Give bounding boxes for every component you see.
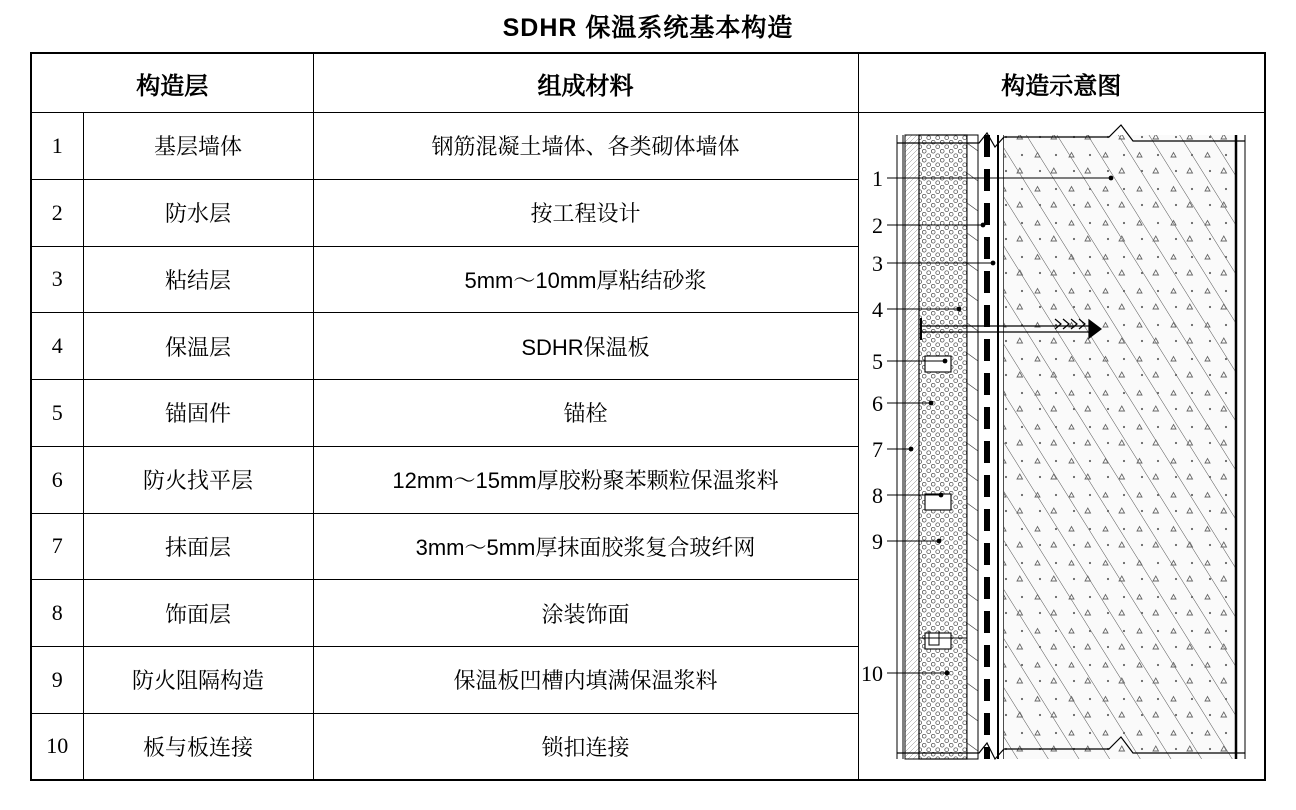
row-number: 5 <box>31 380 83 447</box>
page-title: SDHR 保温系统基本构造 <box>502 14 794 42</box>
row-number: 2 <box>31 179 83 246</box>
table-header-row <box>31 53 1265 113</box>
row-layer-name: 板与板连接 <box>83 713 313 780</box>
structure-table <box>30 52 1266 781</box>
row-layer-name: 饰面层 <box>83 580 313 647</box>
svg-text:3: 3 <box>871 251 883 276</box>
row-number: 10 <box>31 713 83 780</box>
svg-text:8: 8 <box>871 483 883 508</box>
row-number: 1 <box>31 113 83 180</box>
row-material: 锁扣连接 <box>313 713 858 780</box>
row-layer-name: 基层墙体 <box>83 113 313 180</box>
row-material: 按工程设计 <box>313 179 858 246</box>
row-material: 5mm～10mm厚粘结砂浆 <box>313 246 858 313</box>
svg-text:2: 2 <box>871 213 883 238</box>
row-layer-name: 防水层 <box>83 179 313 246</box>
svg-text:6: 6 <box>871 391 883 416</box>
row-layer-name: 锚固件 <box>83 380 313 447</box>
row-layer-name: 防火阻隔构造 <box>83 647 313 714</box>
svg-text:9: 9 <box>871 529 883 554</box>
svg-text:7: 7 <box>871 437 883 462</box>
svg-text:4: 4 <box>871 297 883 322</box>
row-layer-name: 防火找平层 <box>83 446 313 513</box>
column-header-layer: 构造层 <box>31 53 313 113</box>
row-layer-name: 保温层 <box>83 313 313 380</box>
row-number: 3 <box>31 246 83 313</box>
row-material: 涂装饰面 <box>313 580 858 647</box>
row-material: 锚栓 <box>313 380 858 447</box>
svg-text:1: 1 <box>871 166 883 191</box>
row-layer-name: 抹面层 <box>83 513 313 580</box>
svg-text:5: 5 <box>871 349 883 374</box>
figure-cell <box>858 113 1265 781</box>
table-body <box>31 113 1265 781</box>
row-material: 12mm～15mm厚胶粉聚苯颗粒保温浆料 <box>313 446 858 513</box>
row-material: 钢筋混凝土墙体、各类砌体墙体 <box>313 113 858 180</box>
table-row <box>31 113 1265 180</box>
row-number: 9 <box>31 647 83 714</box>
column-header-material: 组成材料 <box>313 53 858 113</box>
row-material: 保温板凹槽内填满保温浆料 <box>313 647 858 714</box>
row-material: SDHR保温板 <box>313 313 858 380</box>
wall-section-diagram <box>859 113 1264 779</box>
column-header-figure: 构造示意图 <box>858 53 1265 113</box>
row-number: 4 <box>31 313 83 380</box>
table-head <box>31 53 1265 113</box>
row-number: 8 <box>31 580 83 647</box>
row-number: 6 <box>31 446 83 513</box>
row-layer-name: 粘结层 <box>83 246 313 313</box>
row-number: 7 <box>31 513 83 580</box>
row-material: 3mm～5mm厚抹面胶浆复合玻纤网 <box>313 513 858 580</box>
svg-text:10: 10 <box>860 661 883 686</box>
